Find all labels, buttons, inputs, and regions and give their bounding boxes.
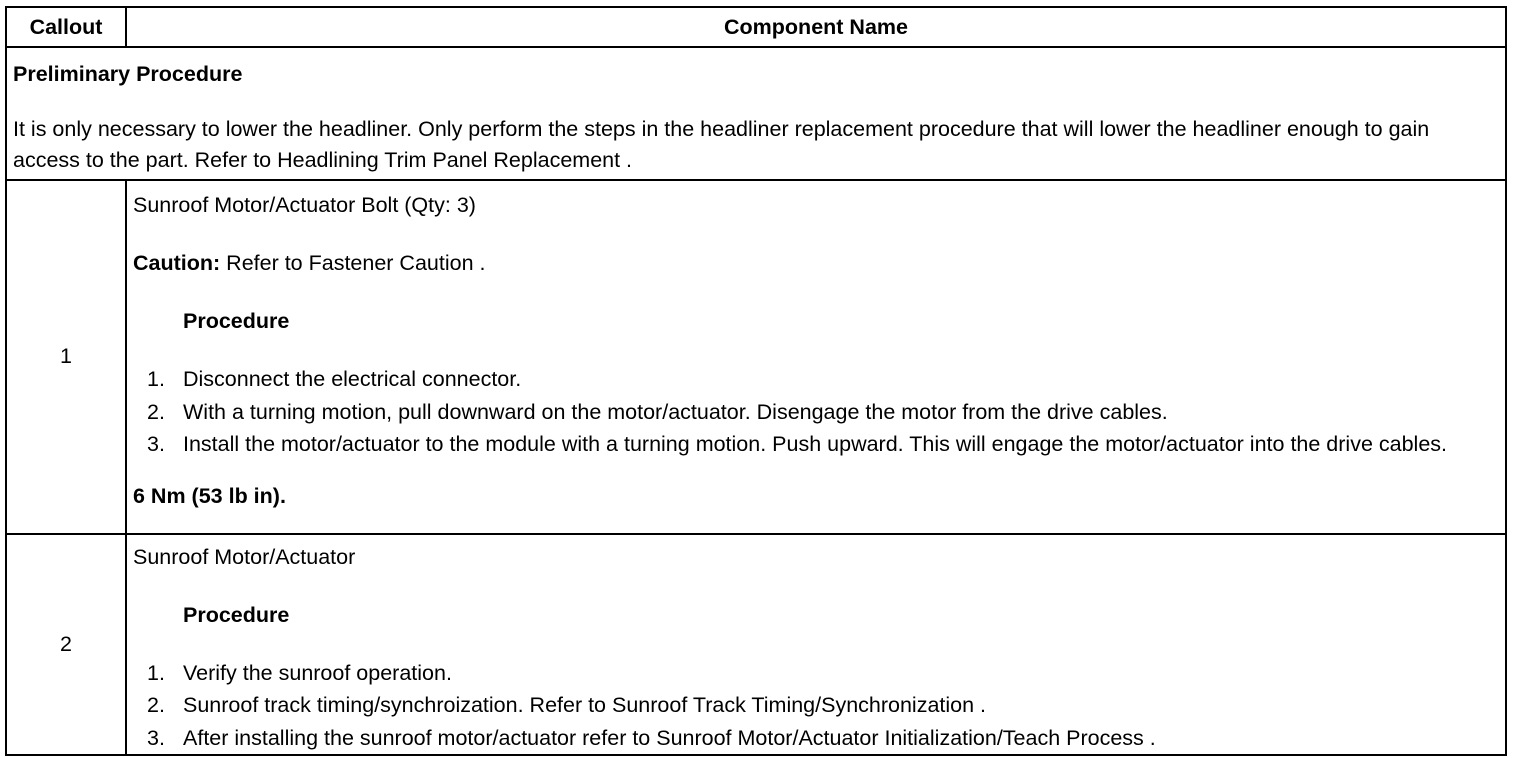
header-component-name: Component Name [126, 7, 1506, 47]
torque-spec: 6 Nm (53 lb in). [133, 484, 286, 509]
preliminary-cell [6, 47, 1506, 180]
step-number: 3. [147, 725, 165, 750]
list-item [147, 396, 1499, 428]
preliminary-title: Preliminary Procedure [13, 62, 243, 86]
step-text: Install the motor/actuator to the module with a turning motion. Push upward. This will engage the motor/actuator into the drive cables. [183, 431, 1448, 456]
table-row [6, 180, 1506, 534]
step-text: With a turning motion, pull downward on the motor/actuator. Disengage the motor from the drive cables. [183, 399, 1168, 424]
callout-number: 2 [6, 534, 126, 755]
caution-note [133, 247, 1499, 279]
step-text: Verify the sunroof operation. [183, 661, 452, 686]
list-item [147, 363, 1499, 395]
list-item [147, 689, 1499, 721]
caution-label: Caution: [133, 250, 221, 275]
list-item [147, 657, 1499, 689]
step-number: 2. [147, 399, 165, 424]
step-number: 3. [147, 431, 165, 456]
step-number: 2. [147, 693, 165, 718]
component-table [5, 6, 1507, 756]
list-item [147, 722, 1499, 754]
caution-text: Refer to Fastener Caution . [220, 250, 486, 275]
step-number: 1. [147, 661, 165, 686]
procedure-steps [133, 363, 1499, 460]
table-header-row [6, 7, 1506, 47]
table-row [6, 534, 1506, 755]
procedure-steps [133, 657, 1499, 754]
procedure-heading: Procedure [183, 602, 290, 627]
step-text: Sunroof track timing/synchroization. Refer to Sunroof Track Timing/Synchronization . [183, 693, 987, 718]
header-callout: Callout [6, 7, 126, 47]
component-name: Sunroof Motor/Actuator [133, 544, 356, 569]
step-text: After installing the sunroof motor/actuator refer to Sunroof Motor/Actuator Initialization/Teach Process . [183, 725, 1156, 750]
step-text: Disconnect the electrical connector. [183, 367, 522, 392]
step-number: 1. [147, 367, 165, 392]
component-name: Sunroof Motor/Actuator Bolt (Qty: 3) [133, 192, 476, 217]
component-cell [126, 534, 1506, 755]
callout-number: 1 [6, 180, 126, 534]
preliminary-row [6, 47, 1506, 180]
preliminary-text: It is only necessary to lower the headliner. Only perform the steps in the headliner replacement procedure that will lower the headliner enough to gain access to the part. Refer to Headlining Trim Panel Replacement . [13, 117, 1430, 173]
component-cell [126, 180, 1506, 534]
procedure-heading: Procedure [183, 309, 290, 334]
list-item [147, 428, 1499, 460]
